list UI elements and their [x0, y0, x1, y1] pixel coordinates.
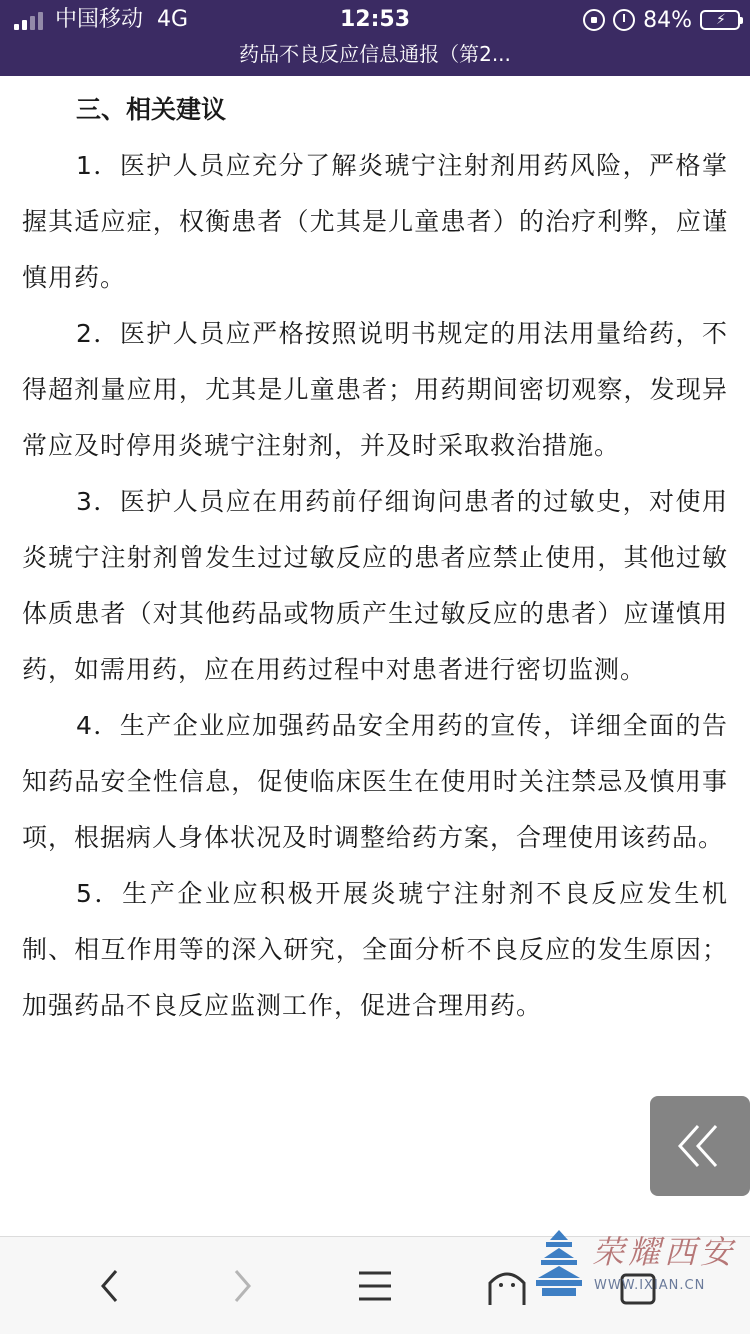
chevron-right-icon [216, 1261, 266, 1311]
paragraph-3: 3．医护人员应在用药前仔细询问患者的过敏史，对使用炎琥宁注射剂曾发生过过敏反应的患者应禁止使用，其他过敏体质患者（对其他药品或物质产生过敏反应的患者）应谨慎用药，如需用药，应在用药过程中对患者进行密切监测。 [22, 487, 728, 684]
watermark-url: WWW.IXIAN.CN [594, 1278, 706, 1293]
paragraph-1: 1．医护人员应充分了解炎琥宁注射剂用药风险，严格掌握其适应症，权衡患者（尤其是儿童患者）的治疗利弊，应谨慎用药。 [22, 151, 728, 292]
pagoda-logo-icon [532, 1228, 586, 1298]
battery-percent: 84% [643, 7, 692, 33]
signal-strength-icon [14, 12, 46, 30]
double-chevron-left-icon [676, 1122, 724, 1170]
charging-bolt-icon: ⚡ [716, 12, 726, 28]
carrier-name: 中国移动 4G [55, 7, 189, 32]
paragraph-4: 4．生产企业应加强药品安全用药的宣传，详细全面的告知药品安全性信息，促使临床医生在使用时关注禁忌及慎用事项，根据病人身体状况及时调整给药方案，合理使用该药品。 [22, 711, 728, 852]
rotation-lock-icon [583, 9, 605, 31]
back-button[interactable] [86, 1261, 136, 1311]
watermark [532, 1228, 742, 1302]
watermark-text: 荣耀西安 [592, 1233, 737, 1271]
floating-back-button[interactable] [650, 1096, 750, 1196]
page-title: 药品不良反应信息通报（第2... [239, 42, 511, 66]
network-type: 4G [157, 7, 189, 32]
paragraph-5: 5．生产企业应积极开展炎琥宁注射剂不良反应发生机制、相互作用等的深入研究，全面分析不良反应的发生原因；加强药品不良反应监测工作，促进合理用药。 [22, 879, 728, 1020]
menu-button[interactable] [350, 1261, 400, 1311]
paragraph-2: 2．医护人员应严格按照说明书规定的用法用量给药，不得超剂量应用，尤其是儿童患者；用药期间密切观察，发现异常应及时停用炎琥宁注射剂，并及时采取救治措施。 [22, 319, 728, 460]
home-button[interactable] [482, 1261, 532, 1311]
home-icon [482, 1261, 532, 1311]
menu-icon [350, 1261, 400, 1311]
section-heading: 三、相关建议 [76, 95, 227, 124]
battery-icon [700, 10, 740, 30]
article-content[interactable] [0, 76, 750, 1236]
status-right [583, 6, 740, 34]
status-bar [0, 0, 750, 40]
alarm-icon [613, 9, 635, 31]
forward-button[interactable] [216, 1261, 266, 1311]
status-time: 12:53 [339, 7, 411, 32]
chevron-left-icon [86, 1261, 136, 1311]
top-bar [0, 0, 750, 76]
